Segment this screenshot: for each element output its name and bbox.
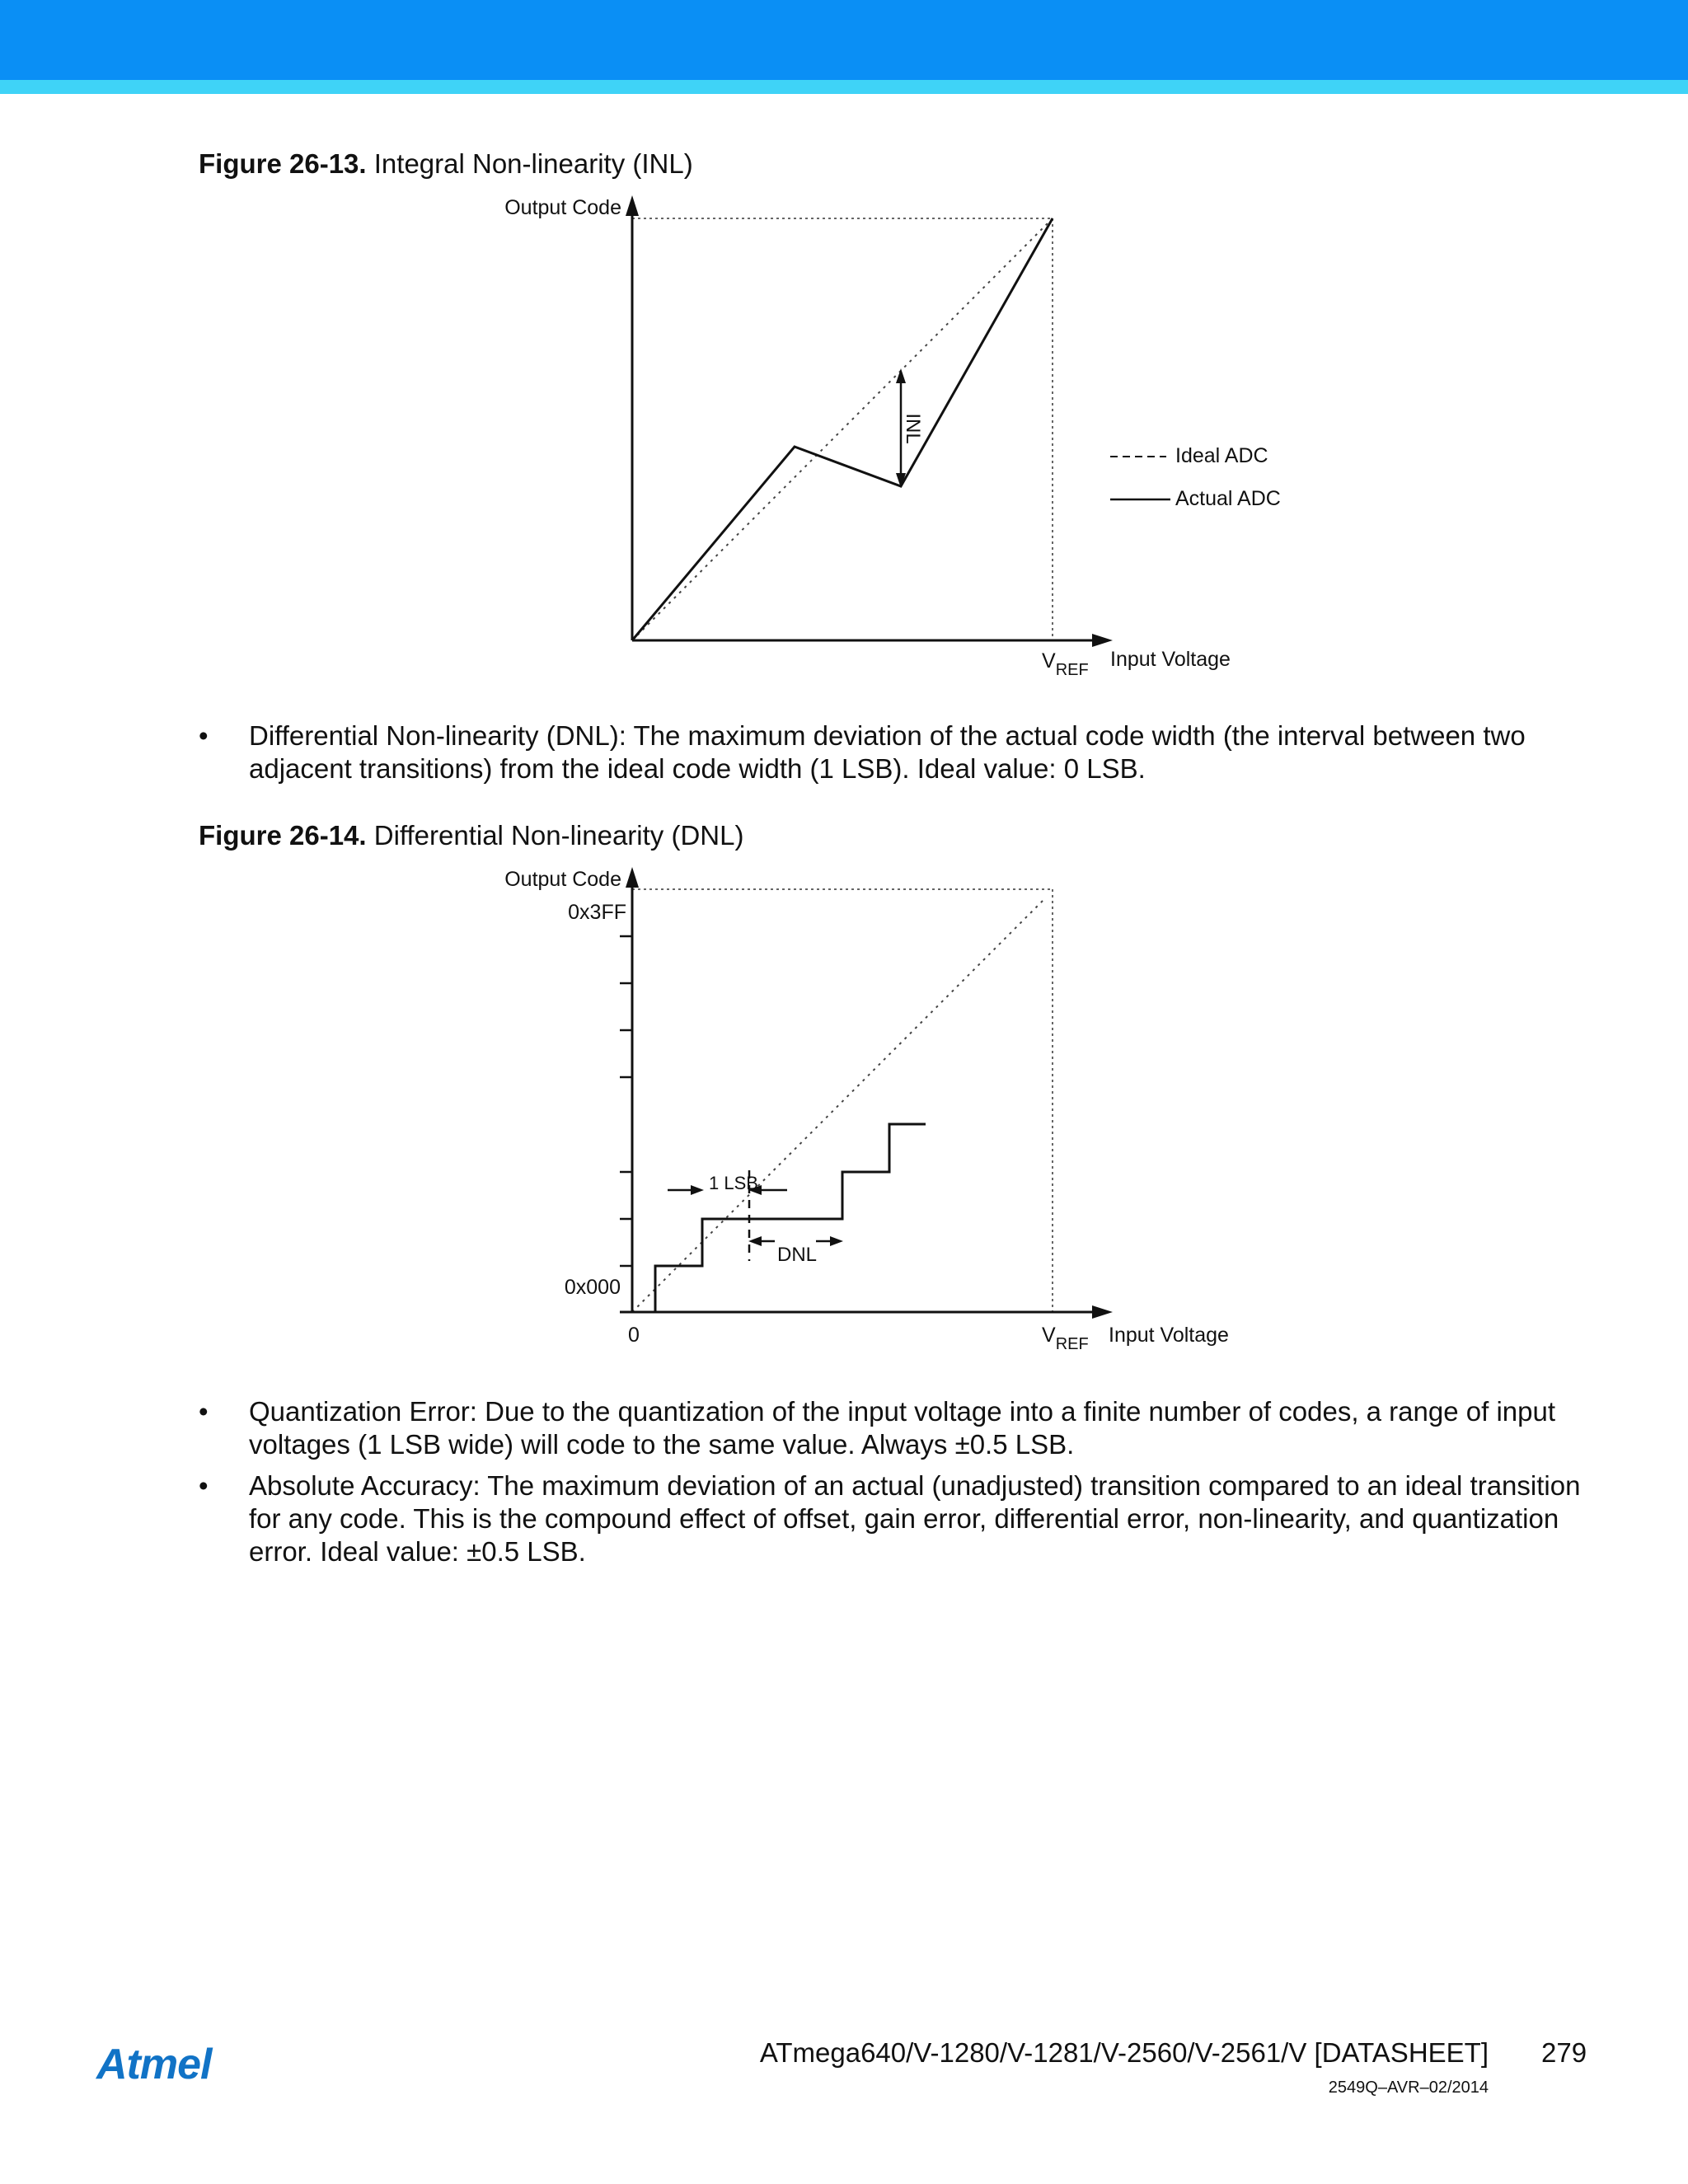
bullet-dnl-text: Differential Non-linearity (DNL): The maximum deviation of the actual code width (the interval between two adjacent transitions) from the ideal code width (1 LSB). Ideal value: 0 LSB.	[249, 720, 1526, 784]
dnl-x-axis-arrow	[1092, 1305, 1113, 1319]
dnl-ideal-line	[632, 898, 1045, 1312]
inl-vref-sub: REF	[1055, 661, 1089, 679]
dnl-right-arrowhead	[830, 1236, 843, 1246]
lsb-left-arrowhead	[691, 1185, 704, 1195]
bullet-dot: •	[199, 1396, 209, 1427]
figure-14-label: Figure 26-14.	[199, 820, 367, 851]
bullet-list-2	[199, 1395, 1600, 1568]
dnl-vref-sub: REF	[1055, 1335, 1089, 1353]
dnl-y-axis-label: Output Code	[504, 868, 621, 891]
dnl-y-bottom-label: 0x000	[564, 1276, 621, 1299]
page-number: 279	[1541, 2037, 1587, 2068]
legend-actual-label: Actual ADC	[1175, 487, 1281, 510]
lsb-label: 1 LSB	[709, 1173, 758, 1193]
bullet-quantization-text: Quantization Error: Due to the quantization of the input voltage into a finite number of codes, a range of input voltages (1 LSB wide) will code to the same value. Always ±0.5 LSB.	[249, 1396, 1555, 1460]
dnl-staircase	[655, 1124, 926, 1312]
dnl-left-arrowhead	[748, 1236, 762, 1246]
atmel-logo: Atmel	[96, 2041, 212, 2088]
bullet-quantization	[199, 1395, 1600, 1461]
bullet-absolute-text: Absolute Accuracy: The maximum deviation of an actual (unadjusted) transition compared to an ideal transition for any code. This is the compound effect of offset, gain error, differential error, non-linearity, and quantization error. Ideal value: ±0.5 LSB.	[249, 1470, 1581, 1567]
bullet-dot: •	[199, 1470, 209, 1501]
dnl-y-axis-arrow	[626, 867, 639, 888]
figure-13-label: Figure 26-13.	[199, 148, 367, 179]
dnl-x-zero-label: 0	[628, 1324, 640, 1347]
dnl-x-axis-label: Input Voltage	[1109, 1324, 1229, 1347]
figure-13-title: Integral Non-linearity (INL)	[373, 148, 693, 179]
inl-vref-main: V	[1042, 649, 1056, 673]
bullet-dot: •	[199, 720, 209, 751]
dnl-y-top-label: 0x3FF	[568, 901, 626, 924]
inl-x-axis-label: Input Voltage	[1110, 648, 1231, 671]
inl-label: INL	[902, 413, 924, 444]
inl-y-axis-label: Output Code	[504, 196, 621, 219]
bullet-absolute	[199, 1469, 1600, 1568]
legend-ideal-label: Ideal ADC	[1175, 444, 1268, 467]
dnl-vref-main: V	[1042, 1324, 1056, 1347]
footer-title: ATmega640/V-1280/V-1281/V-2560/V-2561/V [DATASHEET]	[759, 2037, 1489, 2068]
figure-14-title: Differential Non-linearity (DNL)	[373, 820, 744, 851]
footer-doc-code: 2549Q–AVR–02/2014	[1328, 2079, 1489, 2097]
dnl-vref-label	[1042, 1324, 1089, 1353]
dnl-y-ticks	[620, 936, 632, 1266]
dnl-label: DNL	[777, 1244, 818, 1266]
